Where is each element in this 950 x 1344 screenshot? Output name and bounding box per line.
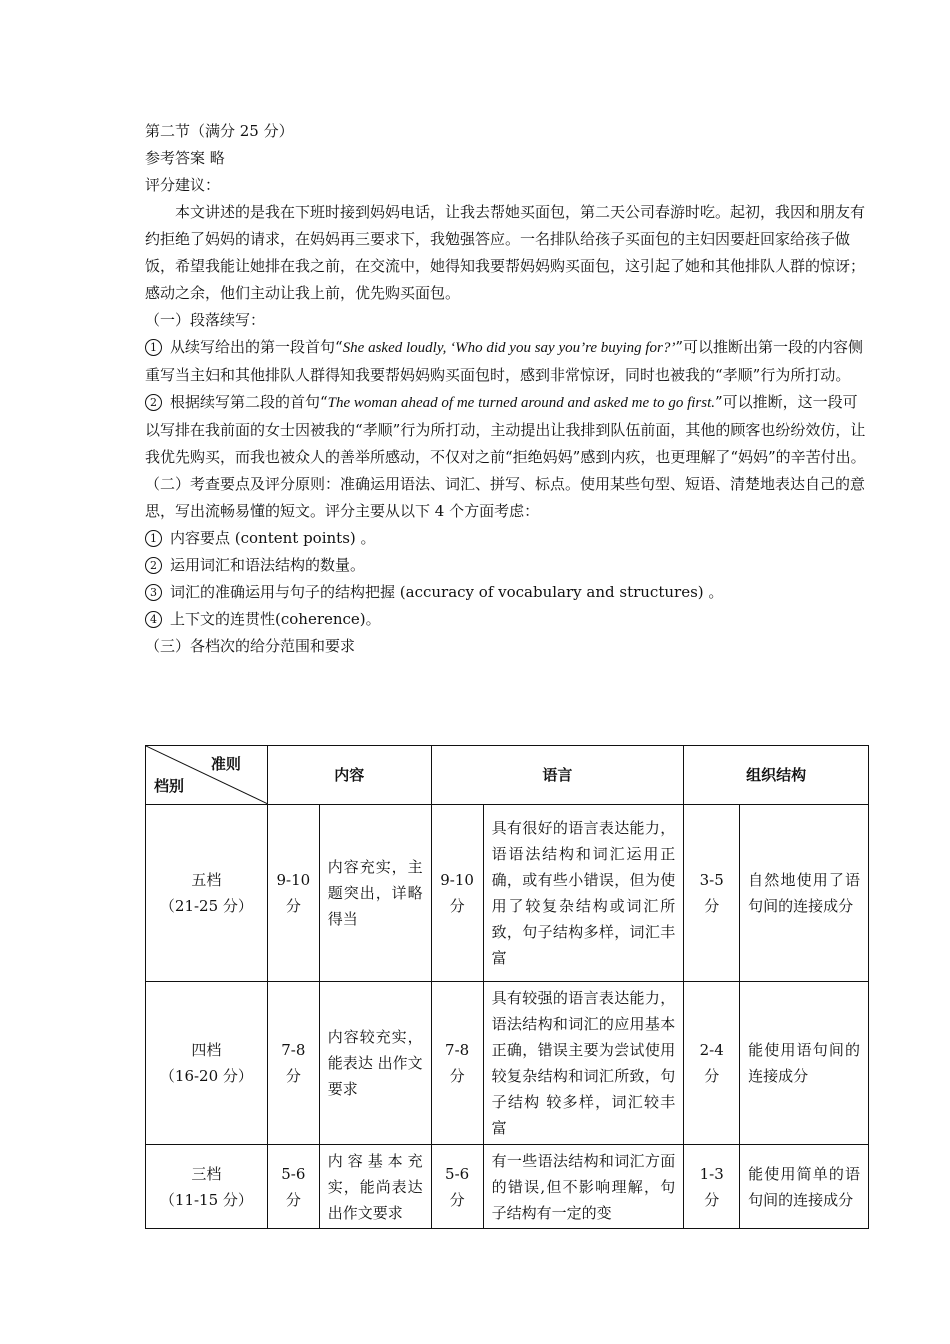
summary-paragraph: 本文讲述的是我在下班时接到妈妈电话，让我去帮她买面包，第二天公司春游时吃。起初，我因和朋友有约拒绝了妈妈的请求，在妈妈再三要求下，我勉强答应。一名排队给孩子买面包的主妇因要赶回家给孩子做饭，希望我能让她排在我之前，在交流中，她得知我要帮妈妈购买面包，这引起了她和其他排队人群的惊讶；感动之余，他们主动让我上前，优先购买面包。 [145,203,866,302]
document-body [145,118,871,660]
level-cell: 五档 （21-25 分） [146,805,268,982]
item-2: 2 根据续写第二段的首句“The woman ahead of me turned around and asked me to go first.”可以推断，这一段可以写排在我前面的女士因被我的“孝顺”行为所打动，主动提出让我排到队伍前面，其他的顾客也纷纷效仿，让我优先购买，而我也被众人的善举所感动，不仅对之前“拒绝妈妈”感到内疚，也更理解了“妈妈”的辛苦付出。 [145,393,866,466]
quoted-sentence: She asked loudly, ‘Who did you say you’re buying for?’ [342,340,676,356]
organization-desc: 能使用简单的语句间的连接成分 [740,1145,869,1229]
section1-title: （一）段落续写： [145,311,266,329]
point-1: 1 内容要点 (content points) 。 [145,525,871,552]
point-2: 2 运用词汇和语法结构的数量。 [145,552,871,579]
level-cell: 三档 （11-15 分） [146,1145,268,1229]
quoted-sentence: The woman ahead of me turned around and asked me to go first. [327,395,716,411]
point-4: 4 上下文的连贯性(coherence)。 [145,606,871,633]
content-desc: 内容基本充实，能尚表达出作文要求 [319,1145,431,1229]
circled-number: 1 [145,339,162,356]
organization-score: 3-5 分 [684,805,740,982]
content-score: 5-6 分 [267,1145,319,1229]
section3-title: （三）各档次的给分范围和要求 [145,637,356,655]
point-3: 3 词汇的准确运用与句子的结构把握 (accuracy of vocabulary and structures) 。 [145,579,871,606]
corner-cell: 准则 档别 [146,746,268,805]
item-1: 1 从续写给出的第一段首句“She asked loudly, ‘Who did you say you’re buying for?’”可以推断出第一段的内容侧重写当主妇和其他排队人群得知我要帮妈妈购买面包时，感到非常惊讶，同时也被我的“孝顺”行为所打动。 [145,338,864,384]
content-score: 7-8 分 [267,982,319,1145]
organization-score: 1-3 分 [684,1145,740,1229]
circled-number: 2 [145,394,162,411]
table-row [146,982,869,1145]
content-desc: 内容充实，主题突出，详略得当 [319,805,431,982]
content-score: 9-10 分 [267,805,319,982]
table-row [146,805,869,982]
language-desc: 具有较强的语言表达能力，语法结构和词汇的应用基本正确，错误主要为尝试使用较复杂结构和词汇所致，句子结构 较多样，词汇较丰富 [483,982,684,1145]
content-desc: 内容较充实，能表达 出作文要求 [319,982,431,1145]
organization-desc: 能使用语句间的连接成分 [740,982,869,1145]
table-header-row [146,746,869,805]
scoring-table [145,745,869,1229]
header-organization: 组织结构 [684,746,869,805]
answer-line: 参考答案 略 [145,149,225,167]
language-score: 5-6 分 [431,1145,483,1229]
language-score: 9-10 分 [431,805,483,982]
level-cell: 四档 （16-20 分） [146,982,268,1145]
language-score: 7-8 分 [431,982,483,1145]
header-language: 语言 [431,746,684,805]
advice-title: 评分建议： [145,176,221,194]
organization-score: 2-4 分 [684,982,740,1145]
organization-desc: 自然地使用了语句间的连接成分 [740,805,869,982]
section2-text: （二）考查要点及评分原则：准确运用语法、词汇、拼写、标点。使用某些句型、短语、清楚地表达自己的意思，写出流畅易懂的短文。评分主要从以下 4 个方面考虑： [145,475,866,520]
language-desc: 有一些语法结构和词汇方面的错误,但不影响理解，句子结构有一定的变 [483,1145,684,1229]
header-content: 内容 [267,746,431,805]
section-heading: 第二节（满分 25 分） [145,122,294,140]
table-row [146,1145,869,1229]
language-desc: 具有很好的语言表达能力，语语法结构和词汇运用正确，或有些小错误，但为使用了较复杂结构或词汇所致，句子结构多样，词汇丰富 [483,805,684,982]
